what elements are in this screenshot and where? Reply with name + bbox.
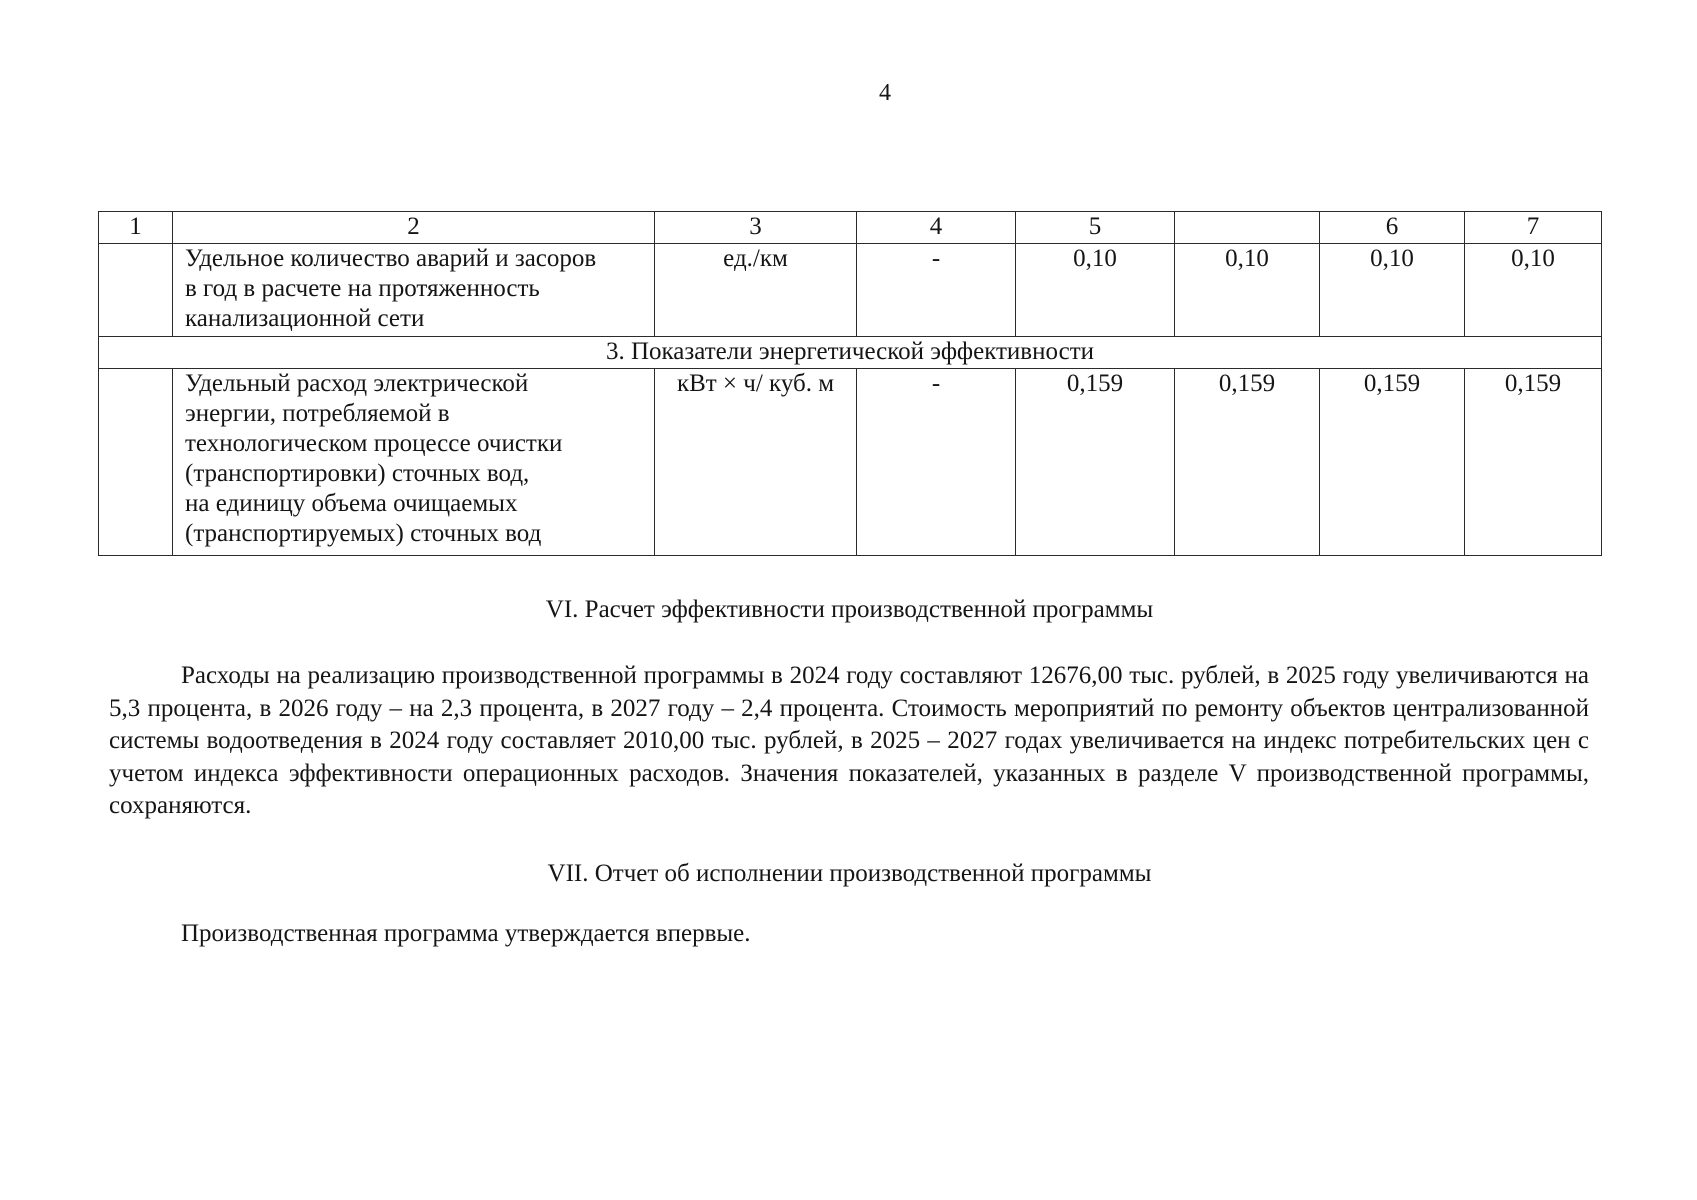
header-cell: 5 — [1016, 212, 1175, 244]
section-6-heading: VI. Расчет эффективности производственной программы — [545, 596, 1154, 623]
section-7-heading: VII. Отчет об исполнении производственной программы — [547, 860, 1152, 887]
header-cell: 4 — [857, 212, 1016, 244]
table-section-row — [99, 337, 1602, 369]
header-cell: 7 — [1465, 212, 1602, 244]
header-cell: 1 — [99, 212, 173, 244]
unit-cell: кВт × ч/ куб. м — [655, 369, 857, 556]
value-cell: 0,159 — [1320, 369, 1465, 556]
table-header-row — [99, 212, 1602, 244]
indicator-name-cell: Удельное количество аварий и засоров в год в расчете на протяженность канализационной сети — [173, 244, 655, 337]
header-cell: 6 — [1320, 212, 1465, 244]
page-number: 4 — [879, 80, 891, 106]
header-cell: 3 — [655, 212, 857, 244]
row-number-cell — [99, 369, 173, 556]
value-cell: 0,10 — [1465, 244, 1602, 337]
value-cell: 0,10 — [1175, 244, 1320, 337]
indicators-table — [98, 211, 1602, 556]
indicator-name-cell: Удельный расход электрической энергии, потребляемой в технологическом процессе очистки (транспортировки) сточных вод, на единицу объема очищаемых (транспортируемых) сточных вод — [173, 369, 655, 556]
header-cell: 2 — [173, 212, 655, 244]
table-row — [99, 369, 1602, 556]
value-cell: 0,159 — [1016, 369, 1175, 556]
table-row — [99, 244, 1602, 337]
value-cell: 0,10 — [1016, 244, 1175, 337]
value-cell: - — [857, 244, 1016, 337]
row-number-cell — [99, 244, 173, 337]
value-cell: - — [857, 369, 1016, 556]
section-6-paragraph: Расходы на реализацию производственной программы в 2024 году составляют 12676,00 тыс. рублей, в 2025 году увеличиваются на 5,3 процента, в 2026 году – на 2,3 процента, в 2027 году – 2,4 процента. Стоимость мероприятий по ремонту объектов централизованной системы водоотведения в 2024 году составляет 2010,00 тыс. рублей, в 2025 – 2027 годах увеличивается на индекс потребительских цен с учетом индекса эффективности операционных расходов. Значения показателей, указанных в разделе V производственной программы, сохраняются. — [109, 662, 1589, 819]
section-title-cell: 3. Показатели энергетической эффективности — [99, 337, 1602, 369]
header-cell — [1175, 212, 1320, 244]
value-cell: 0,159 — [1175, 369, 1320, 556]
value-cell: 0,159 — [1465, 369, 1602, 556]
section-7-paragraph: Производственная программа утверждается впервые. — [181, 920, 751, 947]
value-cell: 0,10 — [1320, 244, 1465, 337]
unit-cell: ед./км — [655, 244, 857, 337]
